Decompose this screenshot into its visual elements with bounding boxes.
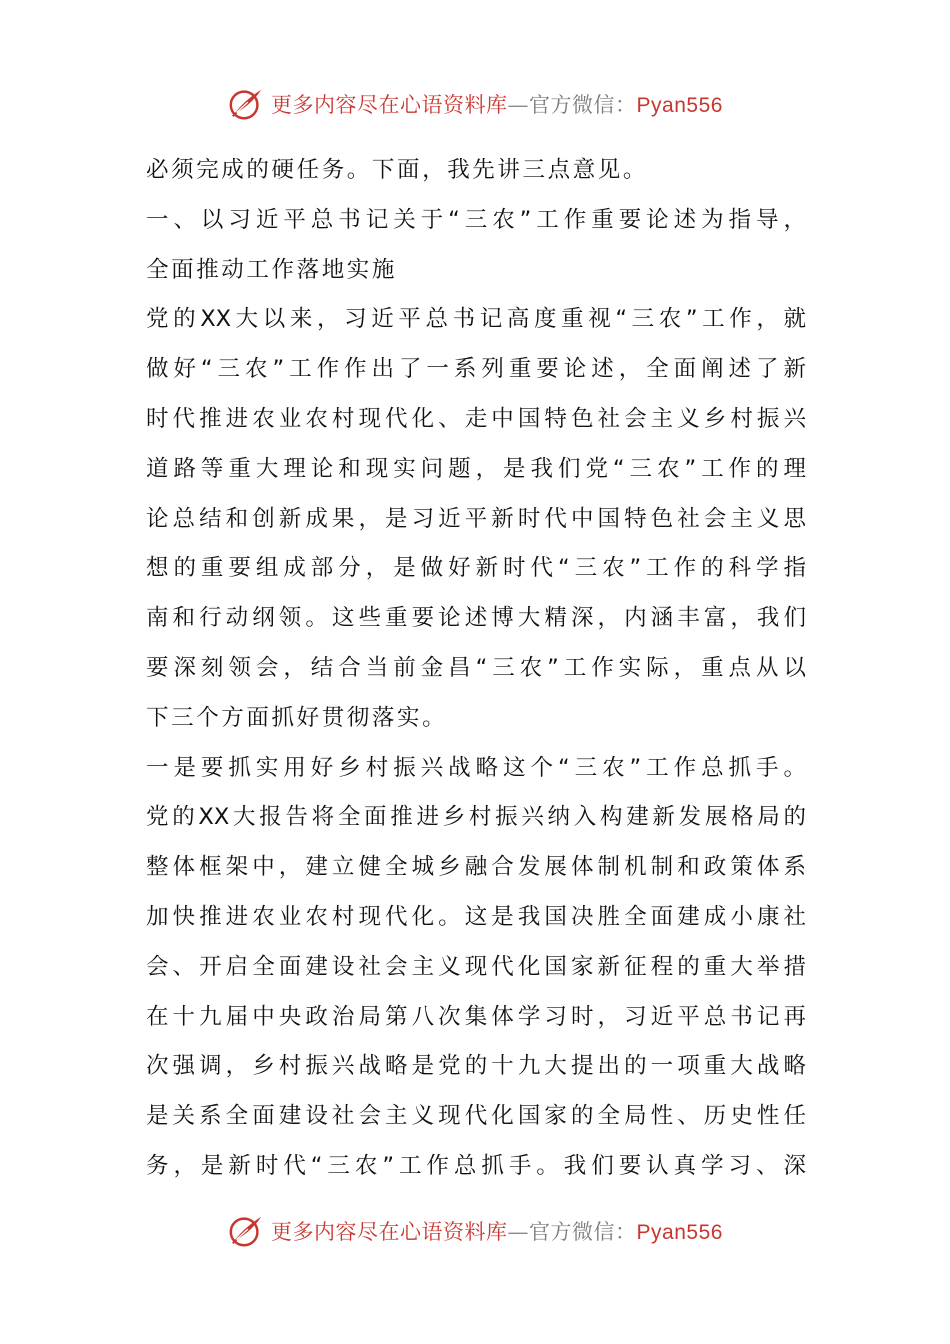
document-body: [146, 146, 806, 1192]
body-line: 下三个方面抓好贯彻落实。: [146, 704, 448, 731]
body-line: 南和行动纲领。这些重要论述博大精深，内涵丰富，我们: [146, 605, 806, 632]
body-line: 要深刻领会，结合当前金昌“三农”工作实际，重点从以: [146, 654, 806, 681]
quill-pen-logo-icon: [227, 85, 265, 123]
body-line: 做好“三农”工作作出了一系列重要论述，全面阐述了新: [146, 356, 806, 383]
footer-banner-text: [271, 1216, 723, 1246]
body-line: 务，是新时代“三农”工作总抓手。我们要认真学习、深: [146, 1152, 806, 1179]
header-banner: [0, 84, 950, 124]
footer-banner-slogan: 更多内容尽在心语资料库: [271, 1220, 508, 1244]
body-line: 次强调，乡村振兴战略是党的十九大提出的一项重大战略: [146, 1053, 806, 1080]
footer-banner: [0, 1211, 950, 1251]
body-line: 是关系全面建设社会主义现代化国家的全局性、历史性任: [146, 1103, 806, 1130]
body-line: 道路等重大理论和现实问题，是我们党“三农”工作的理: [146, 455, 806, 482]
body-line: 必须完成的硬任务。下面，我先讲三点意见。: [146, 157, 649, 183]
section-heading-line: 一、以习近平总书记关于“三农”工作重要论述为指导，: [146, 206, 806, 233]
body-line: 一是要抓实用好乡村振兴战略这个“三农”工作总抓手。: [146, 754, 806, 781]
body-line: 想的重要组成部分，是做好新时代“三农”工作的科学指: [146, 555, 806, 582]
body-line: 党的XX大以来，习近平总书记高度重视“三农”工作，就: [146, 306, 806, 333]
body-line: 在十九届中央政治局第八次集体学习时，习近平总书记再: [146, 1003, 806, 1030]
body-line: 整体框架中，建立健全城乡融合发展体制机制和政策体系: [146, 854, 806, 881]
footer-banner-dash: —: [507, 1220, 530, 1244]
header-banner-wechat-id: Pyan556: [636, 94, 723, 117]
header-banner-dash: —: [507, 93, 530, 117]
footer-banner-wechat-label: 官方微信：: [529, 1220, 637, 1244]
body-line: 加快推进农业农村现代化。这是我国决胜全面建成小康社: [146, 903, 806, 930]
section-heading-line: 全面推动工作落地实施: [146, 256, 398, 283]
footer-banner-wechat-id: Pyan556: [636, 1221, 723, 1244]
header-banner-wechat-label: 官方微信：: [529, 93, 637, 117]
header-banner-text: [271, 89, 723, 119]
body-line: 会、开启全面建设社会主义现代化国家新征程的重大举措: [146, 953, 806, 980]
quill-pen-logo-icon: [227, 1212, 265, 1250]
body-line: 党的XX大报告将全面推进乡村振兴纳入构建新发展格局的: [146, 804, 806, 831]
body-line: 论总结和创新成果，是习近平新时代中国特色社会主义思: [146, 505, 806, 532]
header-banner-slogan: 更多内容尽在心语资料库: [271, 93, 508, 117]
body-line: 时代推进农业农村现代化、走中国特色社会主义乡村振兴: [146, 405, 806, 432]
